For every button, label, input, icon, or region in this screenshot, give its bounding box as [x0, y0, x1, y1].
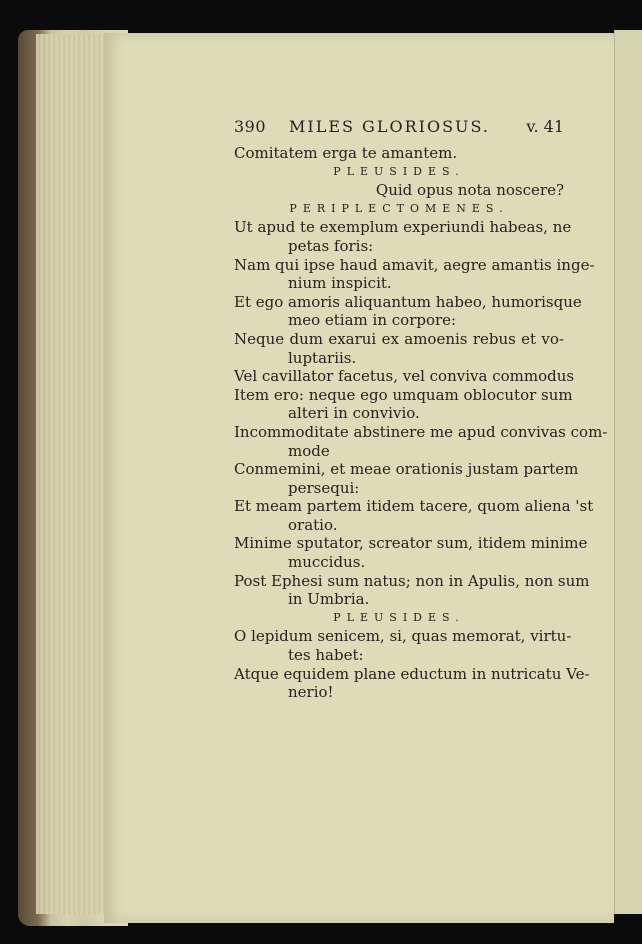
page-stack-edges [36, 34, 108, 914]
page-number: 390 [234, 117, 267, 136]
text-line: oratio. [288, 515, 338, 534]
running-title: MILES GLORIOSUS. [289, 117, 490, 136]
text-line: Neque dum exarui ex amoenis rebus et vo- [234, 329, 564, 348]
scene-reference: v. 41 [526, 117, 564, 136]
text-line: alteri in convivio. [288, 404, 420, 423]
text-line: Post Ephesi sum natus; non in Apulis, non sum [234, 571, 590, 590]
text-line: Quid opus nota noscere? [375, 181, 564, 200]
text-line: luptariis. [288, 348, 357, 367]
text-line: muccidus. [288, 553, 366, 572]
text-line: Item ero: neque ego umquam oblocutor sum [234, 385, 573, 404]
text-line: Vel cavillator facetus, vel conviva commodus [234, 367, 575, 386]
text-line: Et ego amoris aliquantum habeo, humorisque [234, 292, 582, 311]
text-line: in Umbria. [288, 590, 370, 609]
text-line: Ut apud te exemplum experiundi habeas, ne [234, 218, 572, 237]
text-line: Incommoditate abstinere me apud convivas com- [234, 422, 608, 441]
text-line: mode [288, 441, 330, 460]
facing-page-edge [614, 30, 642, 914]
text-line: meo etiam in corpore: [288, 311, 457, 330]
text-line: Nam qui ipse haud amavit, aegre amantis inge- [234, 255, 595, 274]
speaker-name: PLEUSIDES. [333, 164, 465, 178]
text-line: petas foris: [288, 236, 374, 255]
speaker-name: PERIPLECTOMENES. [289, 201, 509, 215]
page-header [234, 117, 564, 139]
text-line: Conmemini, et meae orationis justam partem [234, 460, 579, 479]
speaker-name: PLEUSIDES. [333, 610, 465, 624]
text-line: persequi: [288, 478, 360, 497]
text-line: Atque equidem plane eductum in nutricatu Ve- [234, 664, 590, 683]
text-line: nerio! [288, 683, 334, 702]
text-line: Minime sputator, screator sum, itidem minime [234, 534, 588, 553]
text-line: tes habet: [288, 646, 364, 665]
text-line: O lepidum senicem, si, quas memorat, virtu- [234, 627, 572, 646]
verse-text [234, 144, 608, 702]
text-line: Et meam partem itidem tacere, quom aliena 'st [234, 497, 594, 516]
text-line: Comitatem erga te amantem. [234, 144, 458, 162]
text-line: nium inspicit. [288, 274, 392, 293]
